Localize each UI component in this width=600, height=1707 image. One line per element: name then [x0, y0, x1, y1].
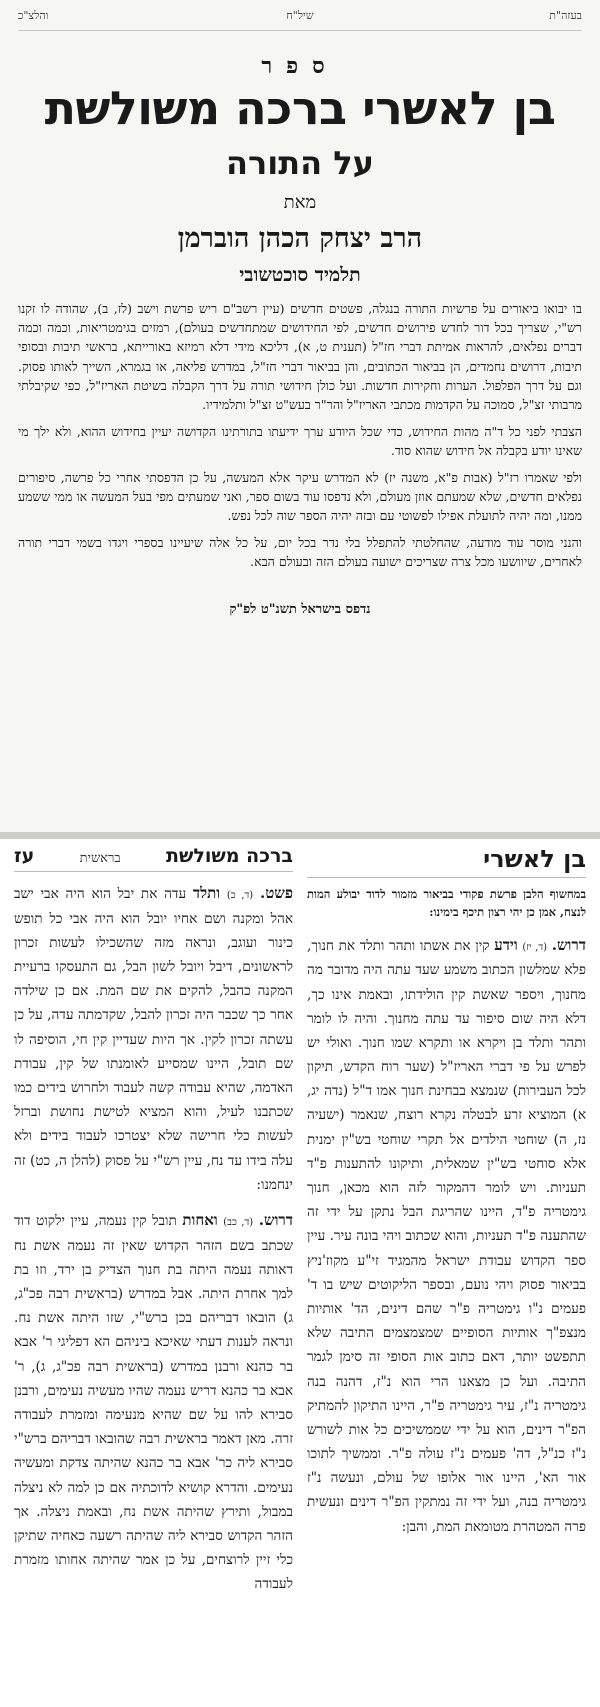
title-page [0, 0, 600, 832]
sefer-label: ספר [261, 53, 339, 79]
intro-text [18, 299, 582, 572]
running-head [18, 0, 582, 31]
commentary-paragraph [14, 1207, 293, 1597]
verse-reference: (ד, יז) [522, 941, 548, 953]
left-column-header [14, 845, 293, 872]
left-header-title: ברכה משולשת [165, 845, 293, 867]
author-name: הרב יצחק הכהן הוברמן [177, 222, 423, 254]
book-spread [0, 839, 600, 1707]
page-number: עז [14, 845, 35, 867]
book-title: בן לאשרי ברכה משולשת [44, 81, 556, 135]
paragraph-label: דרוש. [551, 935, 586, 954]
paragraph-body: תובל קין נעמה, עיין ילקוט דוד שכתב בשם הזהר הקדוש שאין זה נעמה אשת נח דאותה נעמה היתה בת חנוך הצדיק בן ירד, וזו בת למך אחרת היתה. אבל במדרש (בראשית רבה פכ"ג, ג) הובאו דבריהם בכן ברש"י, שזו היתה אשת נח. ונראה לענות דעתי שאיכא ביניהם הא דפליגי ר' אבא בר כהנא ורבנן במדרש (בראשית רבה פכ"ג, ג), ר' אבא בר כהנא דריש נעמה שהיו מעשיה נעימים, ורבנן סבירא להו על שם שהיא מנעימה ומזמרת לעבודה זרה. מאן דאמר בראשית רבה שהובאו דבריהם ברש"י סבירא ליה כר' אבא בר כהנא שהיתה צדקת ומעשיה נעימים. והדרא קושיא לדוכתיה אם כן למה לא ניצלה במבול, ותירץ שהיתה אשת נח, ובאמת ניצלה. אך הזהר הקדוש סבירא ליה שהיתה רשעה כאחיה שתיקן כלי זיין לרוצחים, על כן אמר שהיתה אחותו מזמרת לעבודה [14, 1212, 293, 1593]
right-column-header [307, 845, 586, 878]
book-subtitle: על התורה [226, 143, 374, 182]
quote-paragraph: במחשוף הלבן פרשת פקודי בביאור מזמור לדוד יבולע המות לנצח, אמן כן יהי רצון תיכף בימינו: [307, 887, 586, 919]
by-label: מאת [283, 191, 317, 213]
paragraph-body: קין את אשתו ותהר ותלד את חנוך, פלא שמלשון הכתוב משמע שעד עתה היה מדובר מה מחנוך, ויספר שאשת קין הולידתו, ובאמת אינו כך, דלא היה שום סיפור עד עתה מחנוך. והיה לו לומר ותהר ותלד בן ויקרא או ותקרא שמו חנוך. ואולי יש לפרש על פי דברי האריז"ל (שער רוח הקדש, תיקון לכל העבירות) שנמצא בבחינת חנוך אמו ד"ל (נדה יג, א) המוציא זרע לבטלה נקרא רוצח, שנאמר (ישעיה נז, ה) שוחטי הילדים אל תקרי שוחטי בש"ין ימנית אלא סוחטי בש"ין שמאלית, ותיקונו להתענות פ"ד תעניות. ויש לומר דהמקור לזה הוא מכאן, חנוך גימטריה פ"ד, היינו שהריגת הבל נתקן על ידי זה שהתענה פ"ד תעניות, והוא שכתוב ויהי בונה עיר. עיין ספר הקדוש עבודת ישראל מהמגיד זי"ע מקוז'ניץ בביאור פסוק ויהי נועם, ובספר הליקוטים שיש בו ד' פעמים נ"ו גימטריה פ"ר שהם דינים, הד' אותיות מנצפ"ך אותיות הסופיים שמצמצמים התיבה שלא תתפשט יותר, דאם כתוב אות הסופי זה סימן לגמר התיבה. ועל כן מצאנו הרי הוא נ"ז, דהנה בנה גימטריה נ"ז, עיר גימטריה פ"ר, היינו התיקון להמתיק הפ"ר דינים, הוא על ידי שממשיכים כל אות לשורש נ"ז כנ"ל, דה' פעמים נ"ז עולה פ"ר. וממשיך לתוכו אור הא', היינו אור אלופו של עולם, ונעשה נ"ז גימטריה בנה, ועל ידי זה נמתקין הפ"ר דינים ונעשית פרה המטהרת מטומאת המת, והבן: [307, 937, 586, 1535]
intro-paragraph: הצבתי לפני כל ד"ה מהות החידוש, כדי שכל היודע ערך ידיעתו בתורתינו הקדושה יעיין בחידוש ההוא, ולא ילך מי שאינו יודע בקבלה אל חידוש שהוא סוד. [18, 423, 582, 459]
running-head-left: והלצ"כ [18, 8, 49, 22]
commentary-paragraph [14, 880, 293, 1197]
parasha-name: בראשית [79, 851, 121, 866]
intro-paragraph: והנני מוסר עוד מודעה, שהחלטתי להתפלל בלי נדר בכל יום, על כל אלה שיעיינו בספרי ויגדו בשמי דברי תורה לאחרים, שיוושעו מכל צרה שצריכים ישועה בעולם הזה ובעולם הבא. [18, 534, 582, 570]
printed-info: נדפס בישראל תשנ"ט לפ"ק [229, 602, 371, 618]
intro-paragraph: ולפי שאמרו רז"ל (אבות פ"א, משנה יז) לא המדרש עיקר אלא המעשה, על כן הדפסתי אחרי כל פרשה, סיפורים נפלאים חדשים, שלא שמעתם אוזן מעולם, ולא נדפסו עוד בשום ספר, ואני שמעתים מפי בעל המעשה או ממי ששמע ממנו, ומה יהיה לתועלת אפילו לפשוטי עם ובזה יהיה הספר שוה לכל נפש. [18, 469, 582, 524]
lead-word: ואחות [182, 1210, 218, 1229]
verse-reference: (ד, כ) [226, 890, 254, 901]
right-header-title: בן לאשרי [483, 845, 586, 873]
lead-word: וידע [494, 935, 518, 954]
running-head-center: שיל"ח [286, 8, 314, 22]
running-head-right: בעזה"ת [549, 8, 582, 22]
commentary-paragraph [307, 932, 586, 1539]
left-column [14, 845, 293, 1707]
paragraph-body: עדה את יבל הוא היה אבי ישב אהל ומקנה ושם אחיו יובל הוא היה אבי כל תופש כינור ועוגב, ונראה מזה שהשכילו לעשות זכרון לראשונים, דיבל ויובל לשון הבל, גם התעסקו ברעיית המקנה כהבל, להקים את שם המת. אם כן שילדה אחר כך שכבר היה זכרון להבל, שקדמתה עדה, על כן עשתה זכרון לקין. אך היות שעדיין קין חי, הוסיפה לו שם תובל, היינו שמסייע לאומנתו של קין, עבודת האדמה, שהיא עבודה קשה לעבוד ולחרוש בידים כמו שכתבנו לעיל, והוא המציא לטישת נחושת וברזל לעשות כלי חרישה שלא יצטרכו לעבוד בידים ולא עלה בידו עד נח, עיין רש"י על פסוק (להלן ה, כט) זה ינחמנו: [14, 886, 293, 1193]
paragraph-label: דרוש. [258, 1210, 293, 1229]
intro-paragraph: בו יבואו ביאורים על פרשיות התורה בנגלה, פשטים חדשים (עיין רשב"ם ריש פרשת וישב (לז, ב), שהודה לו זקנו רש"י, שצריך בכל דור לחדש פירושים חדשים, לפי החידושים שמתחדשים בעולם), רמזים בגימטריאות, וכמה וכמה דברים נפלאים, להראות אמיתת דברי חז"ל (תענית ט, א), דליכא מידי דלא רמיזא באורייתא, בראשי תיבות ובסופי תיבות, דרושים נחמדים, הן בביאור הכתובים, והן בביאור דברי חז"ל, במדרש פליאה, או בגמרא, השייך לאותו פסוק. וגם על דרך הפלפול. הערות וחקירות חדשות. ועל כולן חידושי תורה על דרך הקבלה בשיטת האריז"ל, כפי שקיבלתי מרבותי זצ"ל, סמוכה על הקדמות מכתבי האריז"ל והר"ר בעש"ט זצ"ל ותלמידיו. [18, 300, 582, 413]
author-description: תלמיד סוכטשובי [239, 263, 361, 286]
page-divider [0, 832, 600, 839]
verse-reference: (ד, כב) [223, 1216, 254, 1228]
paragraph-label: פשט. [259, 884, 293, 902]
right-column [307, 845, 586, 1707]
lead-word: ותלד [192, 884, 221, 902]
